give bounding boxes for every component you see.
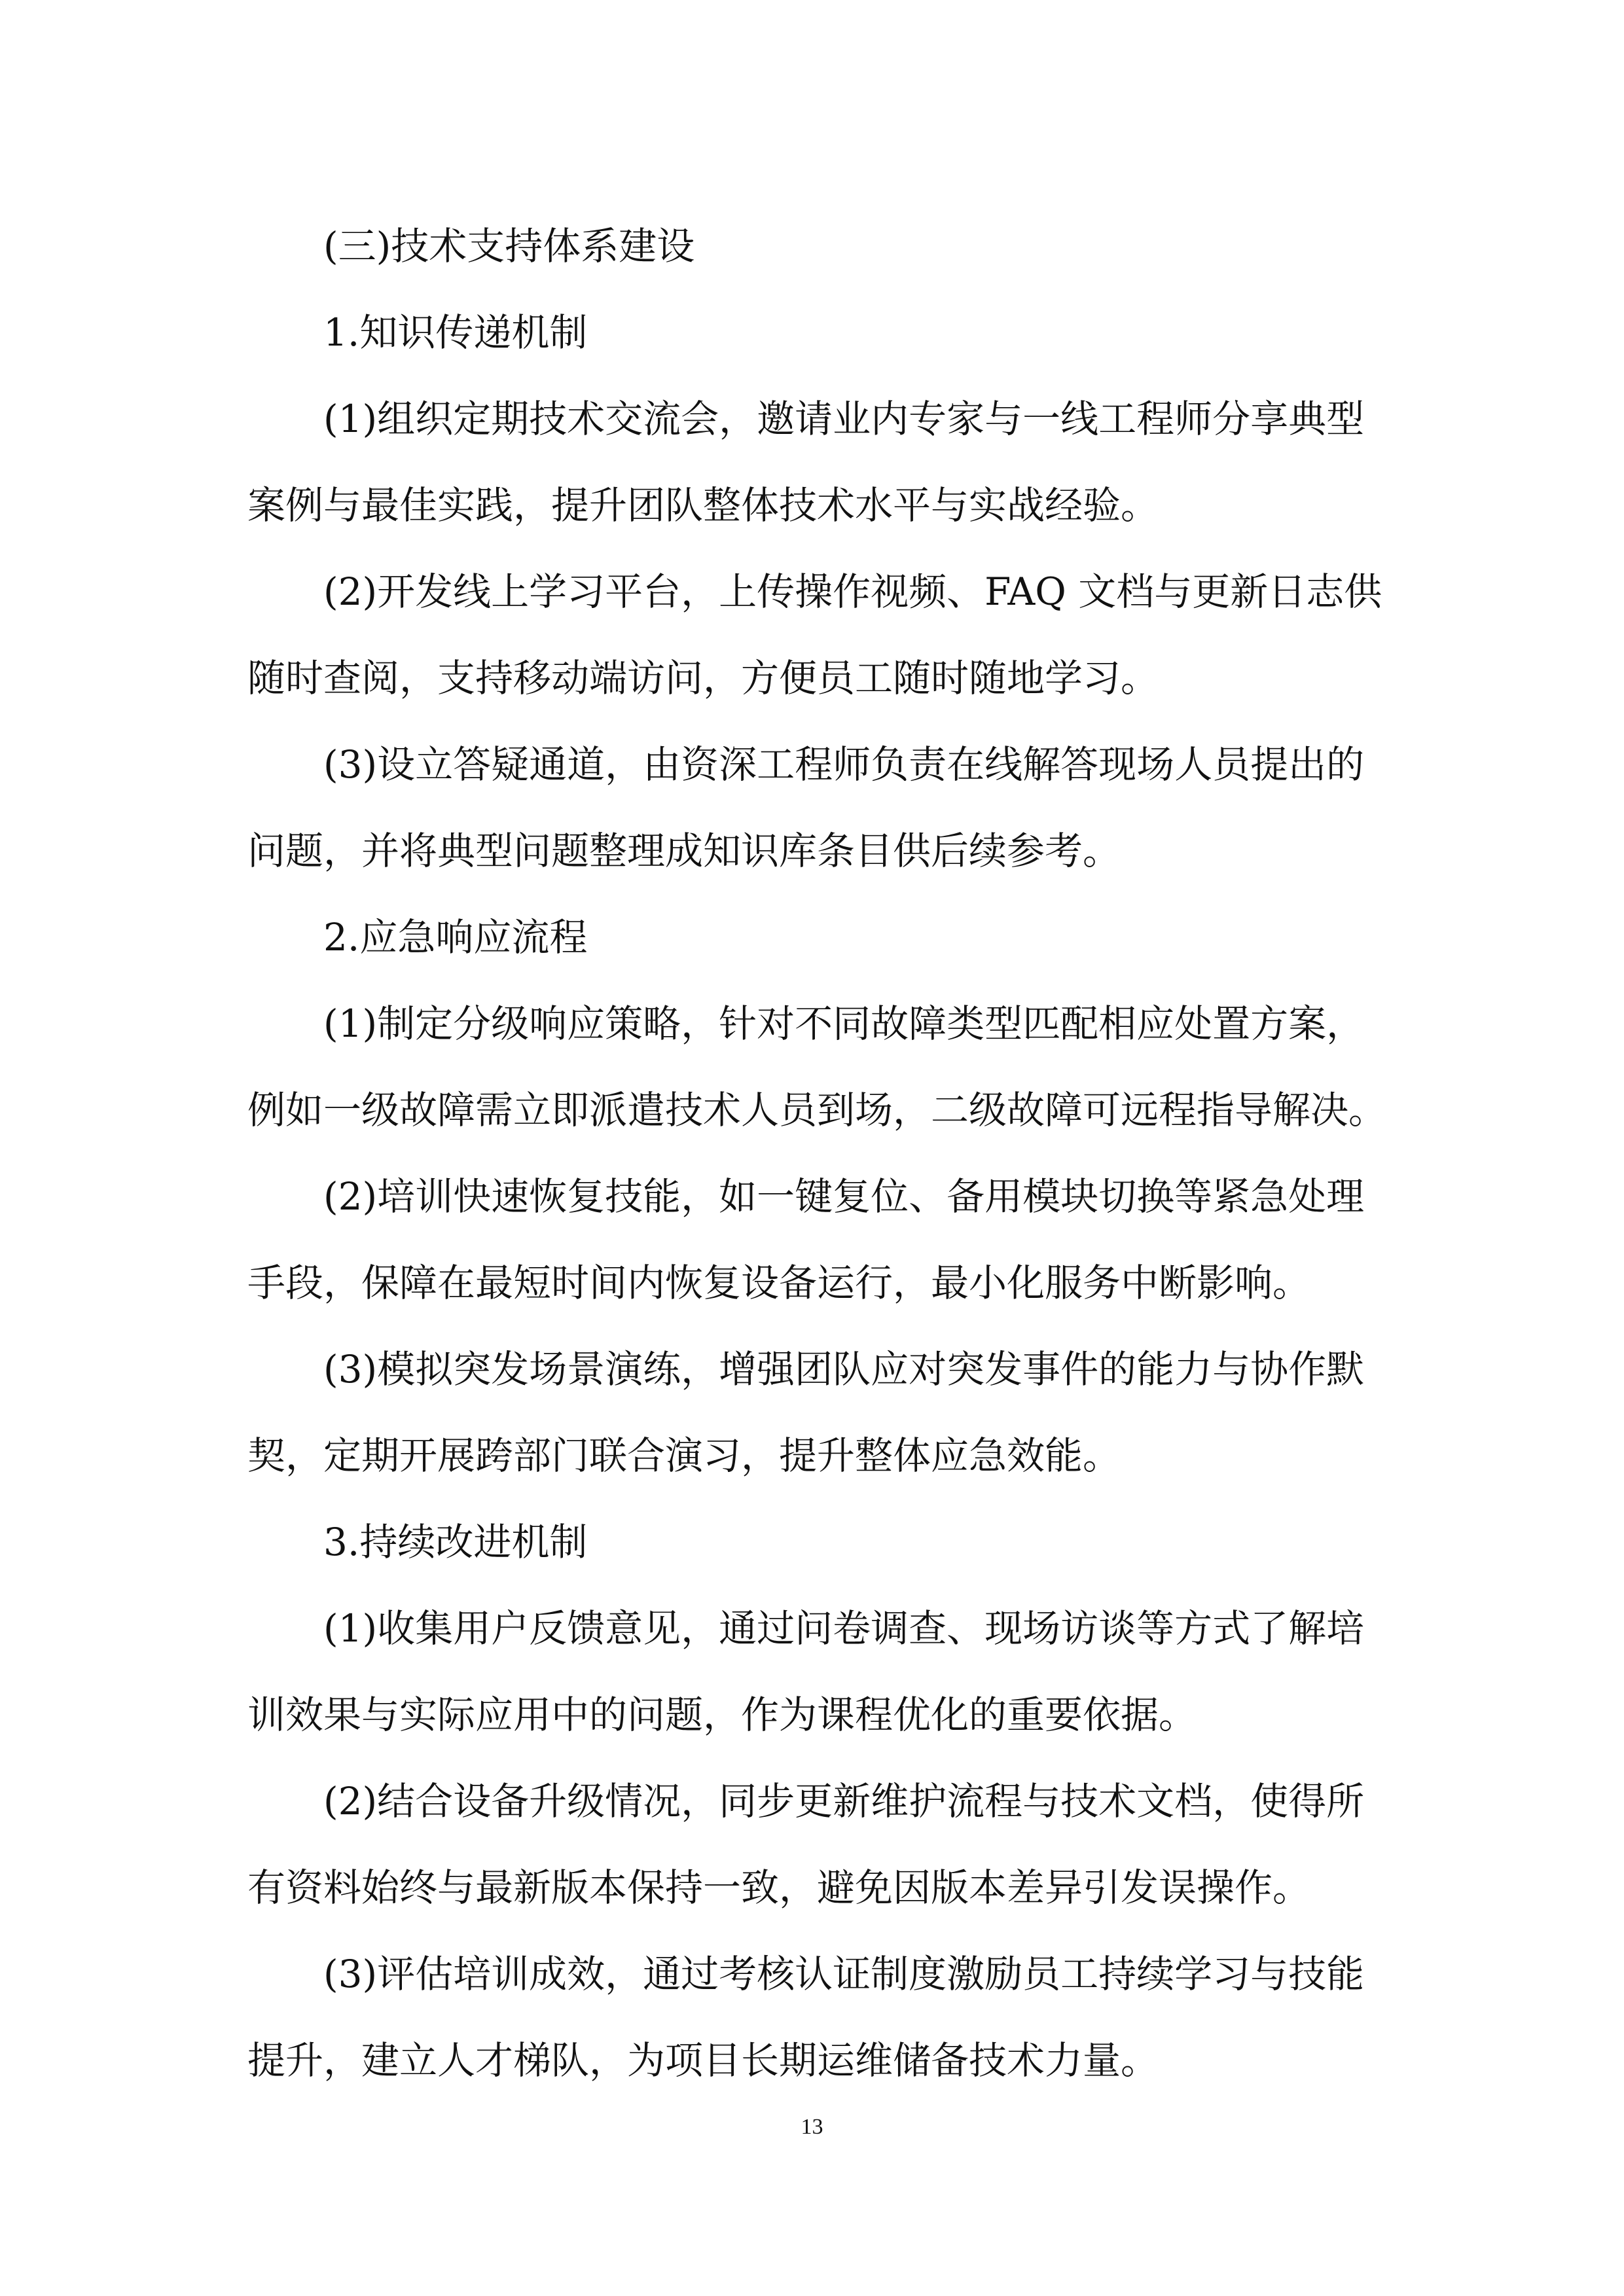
paragraph-2-2 xyxy=(247,1153,1386,1326)
paragraph-line: 有资料始终与最新版本保持一致，避免因版本差异引发误操作。 xyxy=(247,1865,1311,1910)
page-number: 13 xyxy=(801,2115,823,2139)
paragraph-line: 案例与最佳实践，提升团队整体技术水平与实战经验。 xyxy=(247,483,1159,528)
paragraph-line: 契，定期开展跨部门联合演习，提升整体应急效能。 xyxy=(247,1433,1121,1478)
paragraph-2-3 xyxy=(247,1326,1386,1499)
document-body xyxy=(247,203,1386,2104)
paragraph-line: (1)收集用户反馈意见，通过问卷调查、现场访谈等方式了解培 xyxy=(323,1606,1365,1651)
paragraph-line: (3)评估培训成效，通过考核认证制度激励员工持续学习与技能 xyxy=(323,1952,1365,1996)
paragraph-3-3 xyxy=(247,1931,1386,2104)
paragraph-line: (3)模拟突发场景演练，增强团队应对突发事件的能力与协作默 xyxy=(323,1347,1365,1391)
paragraph-3-1 xyxy=(247,1585,1386,1758)
paragraph-line: 例如一级故障需立即派遣技术人员到场，二级故障可远程指导解决。 xyxy=(247,1088,1386,1132)
paragraph-line: 问题，并将典型问题整理成知识库条目供后续参考。 xyxy=(247,829,1121,873)
section-heading: (三)技术支持体系建设 xyxy=(323,224,695,268)
paragraph-line: 随时查阅，支持移动端访问，方便员工随时随地学习。 xyxy=(247,656,1159,700)
paragraph-line: 手段，保障在最短时间内恢复设备运行，最小化服务中断影响。 xyxy=(247,1261,1311,1305)
paragraph-3-2 xyxy=(247,1758,1386,1931)
subsection-heading-2: 2.应急响应流程 xyxy=(323,915,588,960)
paragraph-line: (2)培训快速恢复技能，如一键复位、备用模块切换等紧急处理 xyxy=(323,1174,1365,1219)
subsection-heading-1: 1.知识传递机制 xyxy=(323,310,588,355)
paragraph-line: (2)开发线上学习平台，上传操作视频、FAQ 文档与更新日志供 xyxy=(323,569,1382,614)
paragraph-line: (2)结合设备升级情况，同步更新维护流程与技术文档，使得所 xyxy=(323,1779,1365,1823)
paragraph-1-2 xyxy=(247,548,1386,721)
paragraph-1-1 xyxy=(247,376,1386,548)
paragraph-line: (1)制定分级响应策略，针对不同故障类型匹配相应处置方案， xyxy=(323,1001,1365,1046)
paragraph-1-3 xyxy=(247,721,1386,894)
paragraph-line: (3)设立答疑通道，由资深工程师负责在线解答现场人员提出的 xyxy=(323,742,1365,787)
paragraph-line: 提升，建立人才梯队，为项目长期运维储备技术力量。 xyxy=(247,2038,1159,2083)
subsection-heading-3: 3.持续改进机制 xyxy=(323,1520,588,1564)
paragraph-2-1 xyxy=(247,980,1386,1153)
paragraph-line: 训效果与实际应用中的问题，作为课程优化的重要依据。 xyxy=(247,1693,1197,1737)
paragraph-line: (1)组织定期技术交流会，邀请业内专家与一线工程师分享典型 xyxy=(323,397,1365,441)
